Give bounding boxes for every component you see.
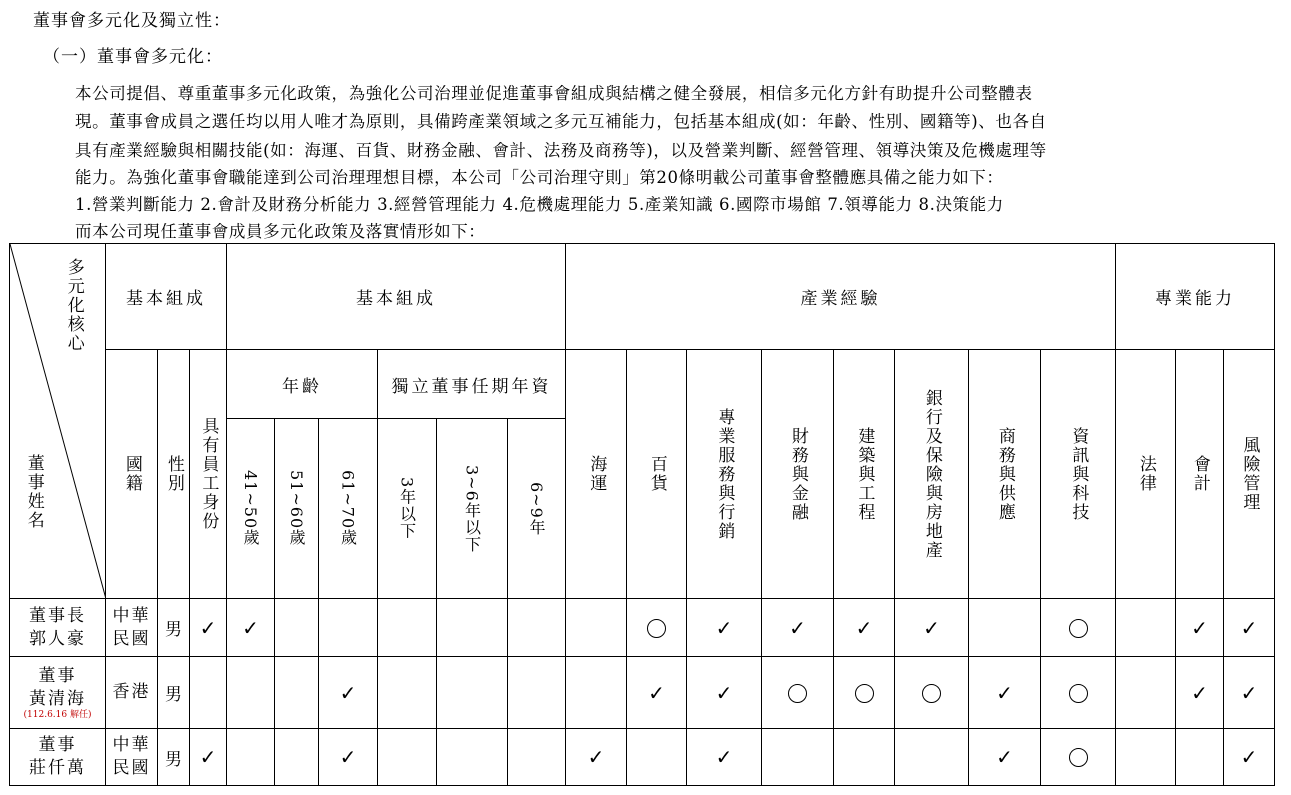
check-icon: ✓ — [855, 615, 873, 640]
check-icon: ✓ — [242, 615, 259, 640]
group-skill: 專業能力 — [1116, 244, 1275, 350]
check-mark — [227, 599, 275, 657]
nationality-cell: 香港 — [106, 657, 158, 729]
director-name-cell — [10, 599, 106, 657]
col-finance: 財務與金融 — [762, 350, 834, 599]
empty-cell — [227, 657, 275, 729]
director-name-cell — [10, 729, 106, 786]
empty-cell — [275, 599, 319, 657]
paragraph-line: 能力。為強化董事會職能達到公司治理理想目標，本公司「公司治理守則」第20條明載公司董事會整體應具備之能力如下： — [75, 168, 1004, 187]
diagonal-line — [10, 244, 106, 599]
paragraph-line: 現。董事會成員之選任均以用人唯才為原則，具備跨產業領域之多元互補能力，包括基本組成(如：年齡、性別、國籍等)、也各自 — [75, 112, 1047, 131]
check-mark — [1224, 729, 1275, 786]
circle-icon — [1069, 748, 1088, 767]
corner-bottom-label: 董事姓名 — [23, 454, 44, 530]
col-employee: 具有員工身份 — [190, 350, 227, 599]
sub-age: 年齡 — [227, 350, 378, 419]
group-basic-1: 基本組成 — [106, 244, 227, 350]
corner-top-label: 多元化核心 — [63, 258, 84, 353]
check-mark — [969, 657, 1041, 729]
check-mark — [319, 729, 378, 786]
col-retail: 百貨 — [627, 350, 687, 599]
empty-cell — [227, 729, 275, 786]
empty-cell — [437, 599, 508, 657]
check-icon: ✓ — [339, 745, 357, 769]
check-icon: ✓ — [996, 680, 1013, 705]
empty-cell — [969, 599, 1041, 657]
circle-mark — [762, 657, 834, 729]
col-nationality: 國籍 — [106, 350, 158, 599]
check-mark — [1176, 599, 1224, 657]
col-tenure-3-6: 3~6年以下 — [437, 419, 508, 599]
subsection-title: （一）董事會多元化： — [43, 47, 223, 67]
check-icon: ✓ — [789, 615, 806, 640]
circle-mark — [1041, 657, 1116, 729]
check-mark — [687, 599, 762, 657]
empty-cell — [275, 729, 319, 786]
empty-cell — [1176, 729, 1224, 786]
check-mark — [687, 657, 762, 729]
empty-cell — [1116, 657, 1176, 729]
empty-cell — [437, 657, 508, 729]
paragraph-line: 而本公司現任董事會成員多元化政策及落實情形如下： — [75, 222, 486, 241]
empty-cell — [275, 657, 319, 729]
empty-cell — [508, 657, 566, 729]
director-title: 董事 — [38, 735, 77, 756]
empty-cell — [834, 729, 895, 786]
empty-cell — [1116, 599, 1176, 657]
check-mark — [1224, 657, 1275, 729]
col-age-61-70: 61~70歲 — [319, 419, 378, 599]
director-name: 郭人豪 — [29, 628, 86, 649]
group-basic-2: 基本組成 — [227, 244, 566, 350]
empty-cell — [319, 599, 378, 657]
check-mark — [566, 729, 627, 786]
empty-cell — [566, 599, 627, 657]
check-mark — [627, 657, 687, 729]
director-name: 莊仟萬 — [29, 758, 86, 778]
circle-mark — [895, 657, 969, 729]
abilities-list: 1.營業判斷能力 2.會計及財務分析能力 3.經營管理能力 4.危機處理能力 5.產業知識 6.國際市場館 7.領導能力 8.決策能力 — [75, 195, 1004, 214]
empty-cell — [627, 729, 687, 786]
col-tenure-under-3: 3年以下 — [378, 419, 437, 599]
check-mark — [1176, 657, 1224, 729]
col-banking: 銀行及保險與房地產 — [895, 350, 969, 599]
paragraph-line: 具有產業經驗與相關技能(如：海運、百貨、財務金融、會計、法務及商務等)，以及營業判斷、經營管理、領導決策及危機處理等 — [75, 141, 1047, 160]
check-icon: ✓ — [648, 680, 665, 705]
empty-cell — [895, 729, 969, 786]
director-name-cell — [10, 657, 106, 729]
director-name: 黃清海 — [29, 689, 86, 709]
check-mark — [834, 599, 895, 657]
col-gender: 性別 — [158, 350, 190, 599]
check-mark — [190, 599, 227, 657]
empty-cell — [508, 599, 566, 657]
check-mark — [1224, 599, 1275, 657]
nationality-cell: 中華 民國 — [106, 729, 158, 786]
check-icon: ✓ — [715, 680, 733, 705]
col-shipping: 海運 — [566, 350, 627, 599]
gender-cell: 男 — [158, 599, 190, 657]
paragraph-line: 本公司提倡、尊重董事多元化政策，為強化公司治理並促進董事會組成與結構之健全發展，相信多元化方針有助提升公司整體表 — [75, 84, 1033, 103]
col-law: 法律 — [1116, 350, 1176, 599]
section-title: 董事會多元化及獨立性： — [33, 11, 231, 31]
check-icon: ✓ — [1191, 680, 1208, 705]
check-mark — [969, 729, 1041, 786]
check-mark — [319, 657, 378, 729]
col-age-51-60: 51~60歲 — [275, 419, 319, 599]
col-age-41-50: 41~50歲 — [227, 419, 275, 599]
check-icon: ✓ — [199, 615, 217, 640]
empty-cell — [566, 657, 627, 729]
director-title: 董事 — [38, 666, 77, 687]
empty-cell — [190, 657, 227, 729]
empty-cell — [378, 729, 437, 786]
circle-mark — [834, 657, 895, 729]
circle-mark — [1041, 729, 1116, 786]
check-icon: ✓ — [715, 615, 733, 640]
check-mark — [687, 729, 762, 786]
circle-icon — [788, 684, 807, 703]
col-risk: 風險管理 — [1224, 350, 1275, 599]
circle-icon — [1069, 619, 1088, 638]
circle-mark — [1041, 599, 1116, 657]
gender-cell: 男 — [158, 657, 190, 729]
check-icon: ✓ — [587, 745, 605, 769]
empty-cell — [437, 729, 508, 786]
circle-icon — [647, 619, 666, 638]
sub-tenure: 獨立董事任期年資 — [378, 350, 566, 419]
director-title: 董事長 — [29, 605, 86, 626]
col-construction: 建築與工程 — [834, 350, 895, 599]
empty-cell — [378, 599, 437, 657]
check-icon: ✓ — [1240, 745, 1258, 769]
director-note: (112.6.16 解任) — [23, 709, 92, 720]
check-mark — [895, 599, 969, 657]
col-it: 資訊與科技 — [1041, 350, 1116, 599]
check-icon: ✓ — [1240, 615, 1258, 640]
table-row — [10, 599, 1275, 657]
circle-icon — [922, 684, 941, 703]
check-icon: ✓ — [339, 680, 357, 705]
check-icon: ✓ — [715, 745, 733, 769]
check-icon: ✓ — [199, 745, 217, 769]
corner-header — [10, 244, 106, 599]
empty-cell — [508, 729, 566, 786]
nationality-cell: 中華 民國 — [106, 599, 158, 657]
circle-icon — [855, 684, 874, 703]
col-accounting: 會計 — [1176, 350, 1224, 599]
check-icon: ✓ — [1191, 615, 1208, 640]
check-icon: ✓ — [923, 615, 940, 640]
circle-mark — [627, 599, 687, 657]
group-industry: 產業經驗 — [566, 244, 1116, 350]
circle-icon — [1069, 684, 1088, 703]
table-row — [10, 657, 1275, 729]
check-icon: ✓ — [996, 745, 1013, 769]
empty-cell — [762, 729, 834, 786]
diversity-table — [9, 243, 1275, 786]
check-icon: ✓ — [1240, 680, 1258, 705]
table-row — [10, 729, 1275, 786]
check-mark — [762, 599, 834, 657]
col-tenure-6-9: 6~9年 — [508, 419, 566, 599]
empty-cell — [378, 657, 437, 729]
empty-cell — [1116, 729, 1176, 786]
check-mark — [190, 729, 227, 786]
gender-cell: 男 — [158, 729, 190, 786]
col-commerce: 商務與供應 — [969, 350, 1041, 599]
col-service: 專業服務與行銷 — [687, 350, 762, 599]
